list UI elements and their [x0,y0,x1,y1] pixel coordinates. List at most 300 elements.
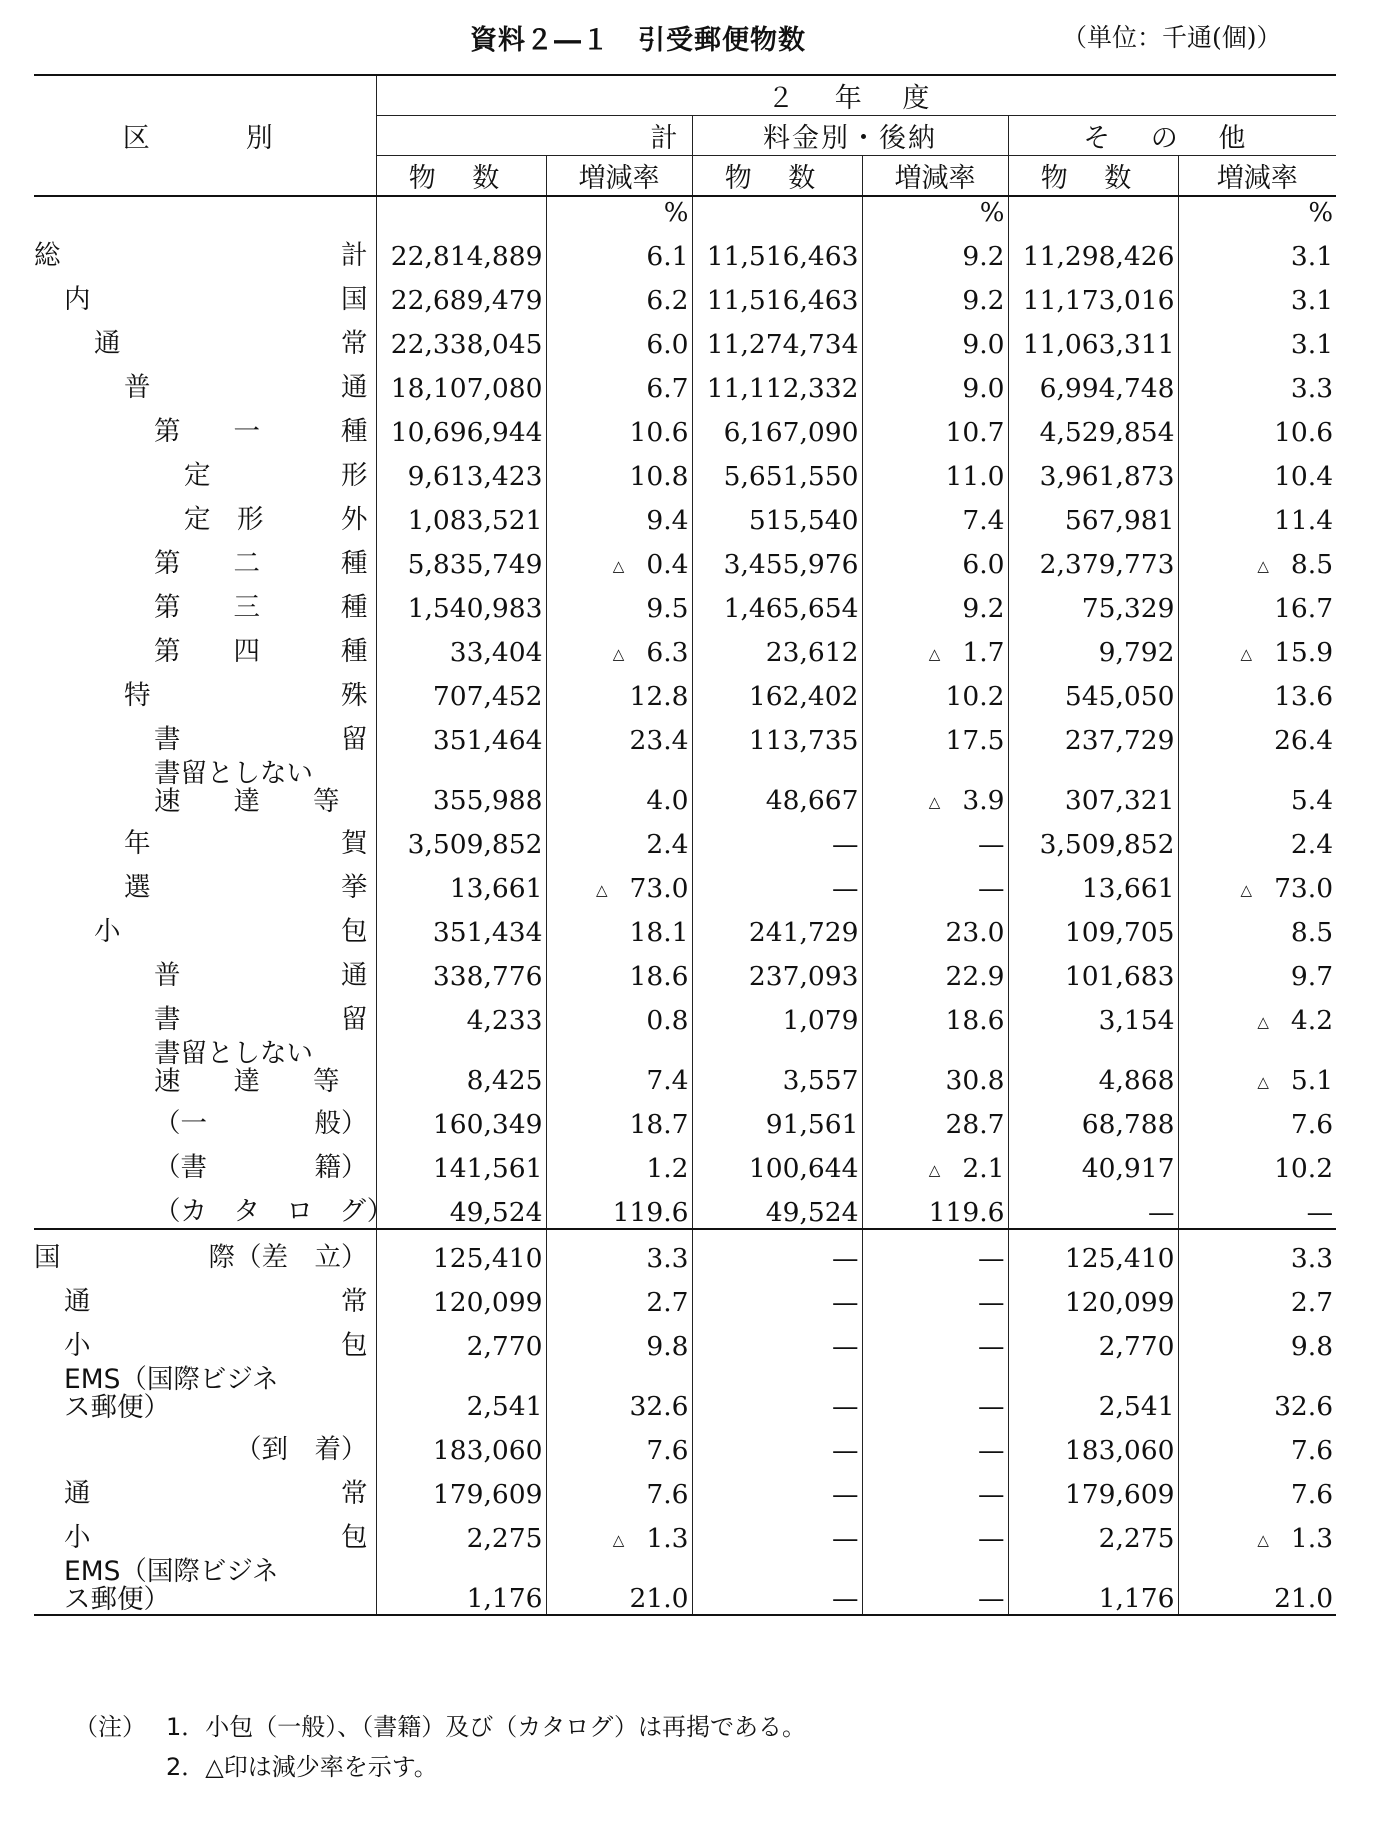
percent-mark: % [862,196,1008,228]
row-label [34,860,376,904]
row-label [34,712,376,756]
rate-cell: 11.4 [1274,505,1334,536]
table-row [34,624,1336,668]
row-label [34,448,376,492]
count-cell: 125,410 [376,1229,546,1274]
rate-cell: — [862,1229,1008,1274]
rate-cell: 13.6 [1274,681,1334,712]
table-row [34,1096,1336,1140]
row-label-end: 外 [341,504,368,535]
percent-unit-row [34,196,1336,228]
rate-cell: △ 0.4 [546,536,692,580]
subcol-count-3: 物 数 [1008,156,1178,197]
decrease-icon: △ [612,645,625,663]
rate-cell: 6.0 [546,316,692,360]
row-label-end: 常 [341,1478,368,1509]
count-cell: 120,099 [376,1274,546,1318]
rate-cell: 0.8 [546,992,692,1036]
table-row [34,1036,1336,1096]
row-label-start: 定 [184,460,211,491]
decrease-icon: △ [928,793,941,811]
count-cell: 3,455,976 [692,536,862,580]
row-label [34,756,376,816]
count-cell: 101,683 [1008,948,1178,992]
rate-cell: 11.0 [862,448,1008,492]
row-label-start: 小 [94,916,121,947]
rate-cell: 7.6 [1290,1109,1334,1140]
table-row [34,668,1336,712]
footnotes [74,1707,806,1787]
count-cell: 4,529,854 [1008,404,1178,448]
count-cell: 8,425 [376,1036,546,1096]
row-label-start: （書 [154,1152,207,1183]
count-cell: 3,509,852 [1008,816,1178,860]
count-cell: 707,452 [376,668,546,712]
row-label [34,272,376,316]
table-row [34,816,1336,860]
footnote-head: （注） [74,1713,146,1741]
count-cell: 179,609 [376,1466,546,1510]
row-label-start: 書 [154,1004,181,1035]
row-label-line1: EMS（国際ビジネ [64,1364,279,1395]
row-label [34,360,376,404]
rate-cell: — [862,1274,1008,1318]
count-cell: 355,988 [376,756,546,816]
rate-cell: 6.7 [546,360,692,404]
row-label [34,904,376,948]
table-row [34,904,1336,948]
count-cell: — [692,816,862,860]
rate-cell: — [1306,1197,1334,1228]
table-row [34,1318,1336,1362]
row-label-end: 国 [341,284,368,315]
rate-cell: — [862,860,1008,904]
rate-cell: 7.6 [1290,1479,1334,1510]
decrease-icon: △ [1257,557,1269,575]
row-label-start: 総 [34,240,61,271]
table-row [34,536,1336,580]
rate-cell: 10.8 [546,448,692,492]
row-label-start: 選 [124,872,151,903]
rate-cell: — [862,1510,1008,1554]
row-label-end: 計 [341,240,368,271]
row-label-start: 第 三 [154,592,260,623]
rate-cell: △ 3.9 [862,756,1008,816]
row-label [34,1229,376,1274]
rate-cell: 18.7 [546,1096,692,1140]
row-label [34,992,376,1036]
rate-cell: 26.4 [1274,725,1334,756]
rate-cell: 9.5 [546,580,692,624]
count-cell: 49,524 [376,1184,546,1229]
decrease-icon: △ [928,645,941,663]
rate-cell: 10.2 [862,668,1008,712]
count-cell: 6,167,090 [692,404,862,448]
count-cell: 2,379,773 [1008,536,1178,580]
rate-cell: 18.6 [546,948,692,992]
count-cell: 2,770 [376,1318,546,1362]
row-label-end: 際（差 立） [208,1242,368,1273]
count-cell: — [692,1466,862,1510]
count-cell: 11,516,463 [692,272,862,316]
count-cell: — [1008,1184,1178,1229]
rate-cell: 9.2 [862,228,1008,272]
table-row [34,316,1336,360]
count-cell: 241,729 [692,904,862,948]
count-cell: 11,112,332 [692,360,862,404]
rate-cell: 9.0 [862,360,1008,404]
row-label-end: 種 [341,548,368,579]
count-cell: 237,093 [692,948,862,992]
count-cell: 5,835,749 [376,536,546,580]
rate-cell: — [862,1422,1008,1466]
rate-cell: 21.0 [546,1554,692,1615]
row-label-start: 定 形 [184,504,264,535]
count-cell: 1,465,654 [692,580,862,624]
count-cell: 3,961,873 [1008,448,1178,492]
decrease-icon: △ [1240,881,1253,899]
row-label [34,948,376,992]
row-label [34,1184,394,1229]
count-cell: 48,667 [692,756,862,816]
rate-cell: 9.7 [1290,961,1334,992]
rate-cell: 119.6 [862,1184,1008,1229]
count-cell: 338,776 [376,948,546,992]
rate-cell: — [862,816,1008,860]
table-row [34,992,1336,1036]
count-cell: 109,705 [1008,904,1178,948]
rate-cell: 32.6 [1274,1391,1334,1422]
row-label [34,536,376,580]
count-cell: 4,233 [376,992,546,1036]
count-cell: 515,540 [692,492,862,536]
row-label [34,1422,376,1466]
count-cell: 237,729 [1008,712,1178,756]
decrease-icon: △ [1257,1013,1269,1031]
count-cell: 113,735 [692,712,862,756]
row-label-end: 籍） [314,1152,368,1183]
count-cell: — [692,1422,862,1466]
count-cell: 11,298,426 [1008,228,1178,272]
row-label-start: 通 [64,1286,91,1317]
rate-cell: 9.2 [862,272,1008,316]
row-label-end: 種 [341,416,368,447]
count-cell: 179,609 [1008,1466,1178,1510]
row-label-end: 常 [341,328,368,359]
rate-cell: 32.6 [546,1362,692,1422]
table-row [34,1510,1336,1554]
rate-cell: — [862,1318,1008,1362]
row-label-start: 第 四 [154,636,260,667]
decrease-icon: △ [928,1161,941,1179]
count-cell: 11,063,311 [1008,316,1178,360]
rate-cell: 30.8 [862,1036,1008,1096]
count-cell: 567,981 [1008,492,1178,536]
row-label-line1: 書留としない [154,758,313,789]
row-label-end: （到 着） [235,1434,368,1465]
rate-cell: 8.5 [1290,917,1334,948]
count-cell: — [692,1554,862,1615]
count-cell: 1,083,521 [376,492,546,536]
group-header-other: そ の 他 [1008,116,1336,156]
percent-mark: % [546,196,692,228]
count-cell: 18,107,080 [376,360,546,404]
rate-cell: 9.8 [546,1318,692,1362]
count-cell: 22,338,045 [376,316,546,360]
count-cell: 100,644 [692,1140,862,1184]
rate-cell: △ 73.0 [546,860,692,904]
rate-cell: △ 2.1 [862,1140,1008,1184]
rate-cell: 7.4 [546,1036,692,1096]
rate-cell: △ 1.3 [1257,1523,1334,1554]
count-cell: 2,275 [1008,1510,1178,1554]
rate-cell: 18.1 [546,904,692,948]
table-row [34,1229,1336,1274]
row-label-line2: ス郵便） [64,1584,170,1615]
rate-cell: 2.7 [546,1274,692,1318]
table-row [34,272,1336,316]
count-cell: 13,661 [1008,860,1178,904]
count-cell: 91,561 [692,1096,862,1140]
footnote-2: 2．△印は減少率を示す。 [166,1753,438,1781]
rate-cell: △ 1.3 [546,1510,692,1554]
rate-cell: 3.1 [1290,241,1334,272]
table-row [34,1184,1336,1229]
count-cell: 40,917 [1008,1140,1178,1184]
rate-cell: △ 4.2 [1257,1005,1334,1036]
rate-cell: 2.4 [546,816,692,860]
row-label-line1: 書留としない [154,1038,313,1069]
rate-cell: △ 1.7 [862,624,1008,668]
rate-cell: 10.6 [1274,417,1334,448]
count-cell: 33,404 [376,624,546,668]
row-label-start: （一 [154,1108,207,1139]
row-label [34,1466,376,1510]
rate-cell: 3.3 [1290,373,1334,404]
row-label-start: 年 [124,828,151,859]
count-cell: 120,099 [1008,1274,1178,1318]
table-row [34,712,1336,756]
row-label-end: 包 [341,916,368,947]
rate-cell: 3.3 [546,1229,692,1274]
row-label [34,1036,376,1096]
row-label [34,668,376,712]
rate-cell: 6.1 [546,228,692,272]
count-cell: 13,661 [376,860,546,904]
count-cell: 11,516,463 [692,228,862,272]
row-label-start: 小 [64,1330,91,1361]
rate-cell: — [862,1554,1008,1615]
count-cell: 23,612 [692,624,862,668]
table-row [34,756,1336,816]
footnote-1: 1．小包（一般）、（書籍）及び（カタログ）は再掲である。 [166,1713,806,1741]
row-label [34,1274,376,1318]
count-cell: 1,176 [376,1554,546,1615]
rate-cell: — [862,1362,1008,1422]
count-cell: — [692,860,862,904]
rate-cell: 9.8 [1290,1331,1334,1362]
row-label-end: 留 [341,724,368,755]
count-cell: 5,651,550 [692,448,862,492]
rate-cell: △ 6.3 [546,624,692,668]
row-label-start: 内 [64,284,91,315]
rate-cell: 1.2 [546,1140,692,1184]
row-label [34,624,376,668]
row-label-end: 留 [341,1004,368,1035]
row-label-start: 第 二 [154,548,260,579]
table-row [34,1274,1336,1318]
count-cell: 10,696,944 [376,404,546,448]
rate-cell: 2.4 [1290,829,1334,860]
count-cell: — [692,1274,862,1318]
table-row [34,360,1336,404]
row-label [34,1318,376,1362]
row-label [34,1554,376,1615]
count-cell: 75,329 [1008,580,1178,624]
row-label-start: 国 [34,1242,61,1273]
rate-cell: 6.0 [862,536,1008,580]
rate-cell: 119.6 [546,1184,692,1229]
row-label-end: 包 [341,1330,368,1361]
count-cell: 160,349 [376,1096,546,1140]
row-label [34,404,376,448]
count-cell: 307,321 [1008,756,1178,816]
count-cell: 49,524 [692,1184,862,1229]
table-row [34,1140,1336,1184]
rate-cell: 9.4 [546,492,692,536]
decrease-icon: △ [1257,1073,1269,1091]
row-label-end: 形 [341,460,368,491]
count-cell: 11,173,016 [1008,272,1178,316]
rate-cell: 10.7 [862,404,1008,448]
row-label [34,1510,376,1554]
count-cell: 125,410 [1008,1229,1178,1274]
rate-cell: 7.6 [546,1422,692,1466]
rate-cell: 10.2 [1274,1153,1334,1184]
row-label [34,816,376,860]
subcol-count-1: 物 数 [376,156,546,197]
count-cell: 9,792 [1008,624,1178,668]
row-label-start: 通 [64,1478,91,1509]
row-label-start: 普 [154,960,181,991]
subcol-rate-2: 増減率 [862,156,1008,197]
rate-cell: △ 8.5 [1257,549,1334,580]
table-row [34,492,1336,536]
row-label [34,316,376,360]
count-cell: 3,557 [692,1036,862,1096]
rate-cell: 28.7 [862,1096,1008,1140]
rate-cell: 9.0 [862,316,1008,360]
group-header-postpaid: 料金別・後納 [692,116,1008,156]
rate-cell: 6.2 [546,272,692,316]
row-label-start: 書 [154,724,181,755]
rate-cell: 23.0 [862,904,1008,948]
count-cell: 351,434 [376,904,546,948]
count-cell: 183,060 [376,1422,546,1466]
count-cell: — [692,1229,862,1274]
row-label [34,580,376,624]
rate-cell: 7.6 [1290,1435,1334,1466]
count-cell: — [692,1362,862,1422]
row-label [34,1362,376,1422]
row-label-end: 賀 [341,828,368,859]
count-cell: 22,689,479 [376,272,546,316]
rate-cell: 17.5 [862,712,1008,756]
fiscal-year-header: ２ 年 度 [376,75,1336,116]
table-row [34,860,1336,904]
count-cell: 141,561 [376,1140,546,1184]
row-label-end: 挙 [341,872,368,903]
subcol-rate-1: 増減率 [546,156,692,197]
rate-cell: — [862,1466,1008,1510]
row-label-start: 特 [124,680,151,711]
row-label-end: 包 [341,1522,368,1553]
table-row [34,1422,1336,1466]
rate-cell: 3.1 [1290,285,1334,316]
row-label-start: 普 [124,372,151,403]
group-header-total: 計 [376,116,692,156]
decrease-icon: △ [1240,645,1253,663]
subcol-count-2: 物 数 [692,156,862,197]
table-row [34,404,1336,448]
count-cell: — [692,1510,862,1554]
count-cell: 2,770 [1008,1318,1178,1362]
table-row [34,1554,1336,1615]
unit-label: （単位：千通(個)） [1062,23,1282,52]
row-label-line2: ス郵便） [64,1392,170,1423]
count-cell: 9,613,423 [376,448,546,492]
row-label-start: 第 一 [154,416,260,447]
row-label-header: 区 別 [34,75,376,196]
row-label [34,492,376,536]
count-cell: 4,868 [1008,1036,1178,1096]
table-row [34,228,1336,272]
rate-cell: 4.0 [546,756,692,816]
row-label [34,1096,376,1140]
rate-cell: △ 5.1 [1257,1065,1334,1096]
rate-cell: 22.9 [862,948,1008,992]
rate-cell: 7.4 [862,492,1008,536]
count-cell: 3,509,852 [376,816,546,860]
count-cell: 545,050 [1008,668,1178,712]
row-label-line2: 速 達 等 [154,786,340,817]
row-label-start: 通 [94,328,121,359]
rate-cell: 5.4 [1290,785,1334,816]
count-cell: — [692,1318,862,1362]
row-label-end: 種 [341,636,368,667]
decrease-icon: △ [612,557,625,575]
table-row [34,948,1336,992]
table-row [34,580,1336,624]
row-label-end: 通 [341,960,368,991]
count-cell: 3,154 [1008,992,1178,1036]
rate-cell: 16.7 [1274,593,1334,624]
count-cell: 6,994,748 [1008,360,1178,404]
count-cell: 351,464 [376,712,546,756]
decrease-icon: △ [595,881,608,899]
row-label-end: 殊 [341,680,368,711]
rate-cell: 3.3 [1178,1229,1336,1274]
row-label-start: （カ タ ロ グ） [154,1196,394,1227]
mail-volume-table [34,74,1336,1616]
count-cell: 11,274,734 [692,316,862,360]
rate-cell: 10.4 [1274,461,1334,492]
rate-cell: 3.1 [1290,329,1334,360]
decrease-icon: △ [612,1531,625,1549]
row-label-end: 通 [341,372,368,403]
rate-cell: △ 15.9 [1240,637,1334,668]
row-label-line1: EMS（国際ビジネ [64,1556,279,1587]
